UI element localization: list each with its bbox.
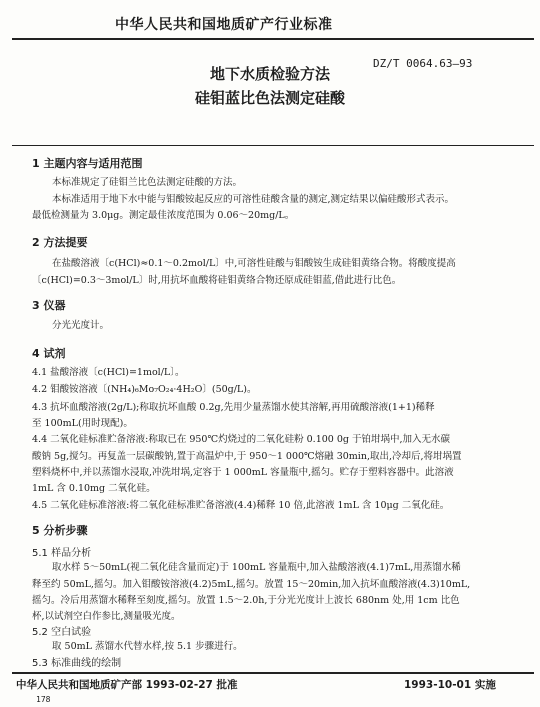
paragraph: 在盐酸溶液〔c(HCl)≈0.1～0.2mol/L〕中,可溶性硅酸与钼酸铵生成硅钼黄络合物。将酸度提高 bbox=[52, 258, 456, 269]
paragraph: 最低检测量为 3.0μg。测定最佳浓度范围为 0.06～20mg/L。 bbox=[32, 210, 295, 221]
subsection-heading: 5.1 样品分析 bbox=[32, 548, 92, 559]
page-number: 178 bbox=[36, 695, 51, 704]
section-heading-1: 1 主题内容与适用范围 bbox=[32, 157, 143, 170]
section-heading-5: 5 分析步骤 bbox=[32, 524, 88, 537]
list-item: 4.3 抗坏血酸溶液(2g/L);称取抗坏血酸 0.2g,先用少量蒸馏水使其溶解,再用硫酸溶液(1+1)稀释 bbox=[32, 402, 435, 413]
list-item: 4.4 二氧化硅标准贮备溶液:称取已在 950℃灼烧过的二氧化硅粉 0.100 0g 于铂坩埚中,加入无水碳 bbox=[32, 434, 451, 445]
section-heading-4: 4 试剂 bbox=[32, 347, 66, 360]
subsection-heading: 5.3 标准曲线的绘制 bbox=[32, 658, 122, 669]
list-item: 至 100mL(用时现配)。 bbox=[32, 418, 133, 429]
paragraph: 释至约 50mL,摇匀。加入钼酸铵溶液(4.2)5mL,摇匀。放置 15～20min,加入抗坏血酸溶液(4.3)10mL, bbox=[32, 579, 471, 590]
list-item: 酸钠 5g,搅匀。再复盖一层碳酸钠,置于高温炉中,于 950～1 000℃熔融 30min,取出,冷却后,将坩埚置 bbox=[32, 451, 462, 462]
paragraph: 〔c(HCl)=0.3～3mol/L〕时,用抗坏血酸将硅钼黄络合物还原成硅钼蓝,借此进行比色。 bbox=[32, 275, 402, 286]
approval-line: 中华人民共和国地质矿产部 1993-02-27 批准 bbox=[16, 679, 238, 691]
section-heading-3: 3 仪器 bbox=[32, 299, 66, 312]
document-subtitle: 硅钼蓝比色法测定硅酸 bbox=[194, 89, 345, 107]
standard-category-header: 中华人民共和国地质矿产行业标准 bbox=[115, 17, 333, 33]
subsection-heading: 5.2 空白试验 bbox=[32, 627, 92, 638]
paragraph: 摇匀。冷后用蒸馏水稀释至刻度,摇匀。放置 1.5～2.0h,于分光光度计上波长 680nm 处,用 1cm 比色 bbox=[32, 595, 460, 606]
paragraph: 本标准规定了硅钼兰比色法测定硅酸的方法。 bbox=[52, 177, 243, 188]
paragraph: 杯,以试剂空白作参比,测量吸光度。 bbox=[32, 611, 181, 622]
paragraph: 取水样 5～50mL(视二氧化硅含量而定)于 100mL 容量瓶中,加入盐酸溶液(4.1)7mL,用蒸馏水稀 bbox=[52, 562, 461, 573]
footer-rule bbox=[12, 672, 534, 674]
list-item: 4.5 二氧化硅标准溶液:将二氧化硅标准贮备溶液(4.4)稀释 10 倍,此溶液 1mL 含 10μg 二氧化硅。 bbox=[32, 500, 450, 511]
list-item: 1mL 含 0.10mg 二氧化硅。 bbox=[32, 483, 156, 494]
standard-code: DZ/T 0064.63—93 bbox=[373, 57, 473, 70]
paragraph: 取 50mL 蒸馏水代替水样,按 5.1 步骤进行。 bbox=[52, 641, 243, 652]
list-item: 4.1 盐酸溶液〔c(HCl)=1mol/L〕。 bbox=[32, 367, 185, 378]
document-title: 地下水质检验方法 bbox=[209, 65, 330, 83]
section-heading-2: 2 方法提要 bbox=[32, 236, 88, 249]
paragraph: 分光光度计。 bbox=[52, 320, 110, 331]
implementation-date: 1993-10-01 实施 bbox=[404, 679, 496, 691]
paragraph: 本标准适用于地下水中能与钼酸铵起反应的可溶性硅酸含量的测定,测定结果以偏硅酸形式表示。 bbox=[52, 194, 455, 205]
list-item: 塑料烧杯中,并以蒸馏水浸取,冲洗坩埚,定容于 1 000mL 容量瓶中,摇匀。贮存于塑料容器中。此溶液 bbox=[32, 467, 454, 478]
title-rule bbox=[12, 145, 534, 146]
list-item: 4.2 钼酸铵溶液〔(NH₄)₆Mo₇O₂₄·4H₂O〕(50g/L)。 bbox=[32, 384, 257, 395]
header-rule bbox=[12, 38, 534, 40]
